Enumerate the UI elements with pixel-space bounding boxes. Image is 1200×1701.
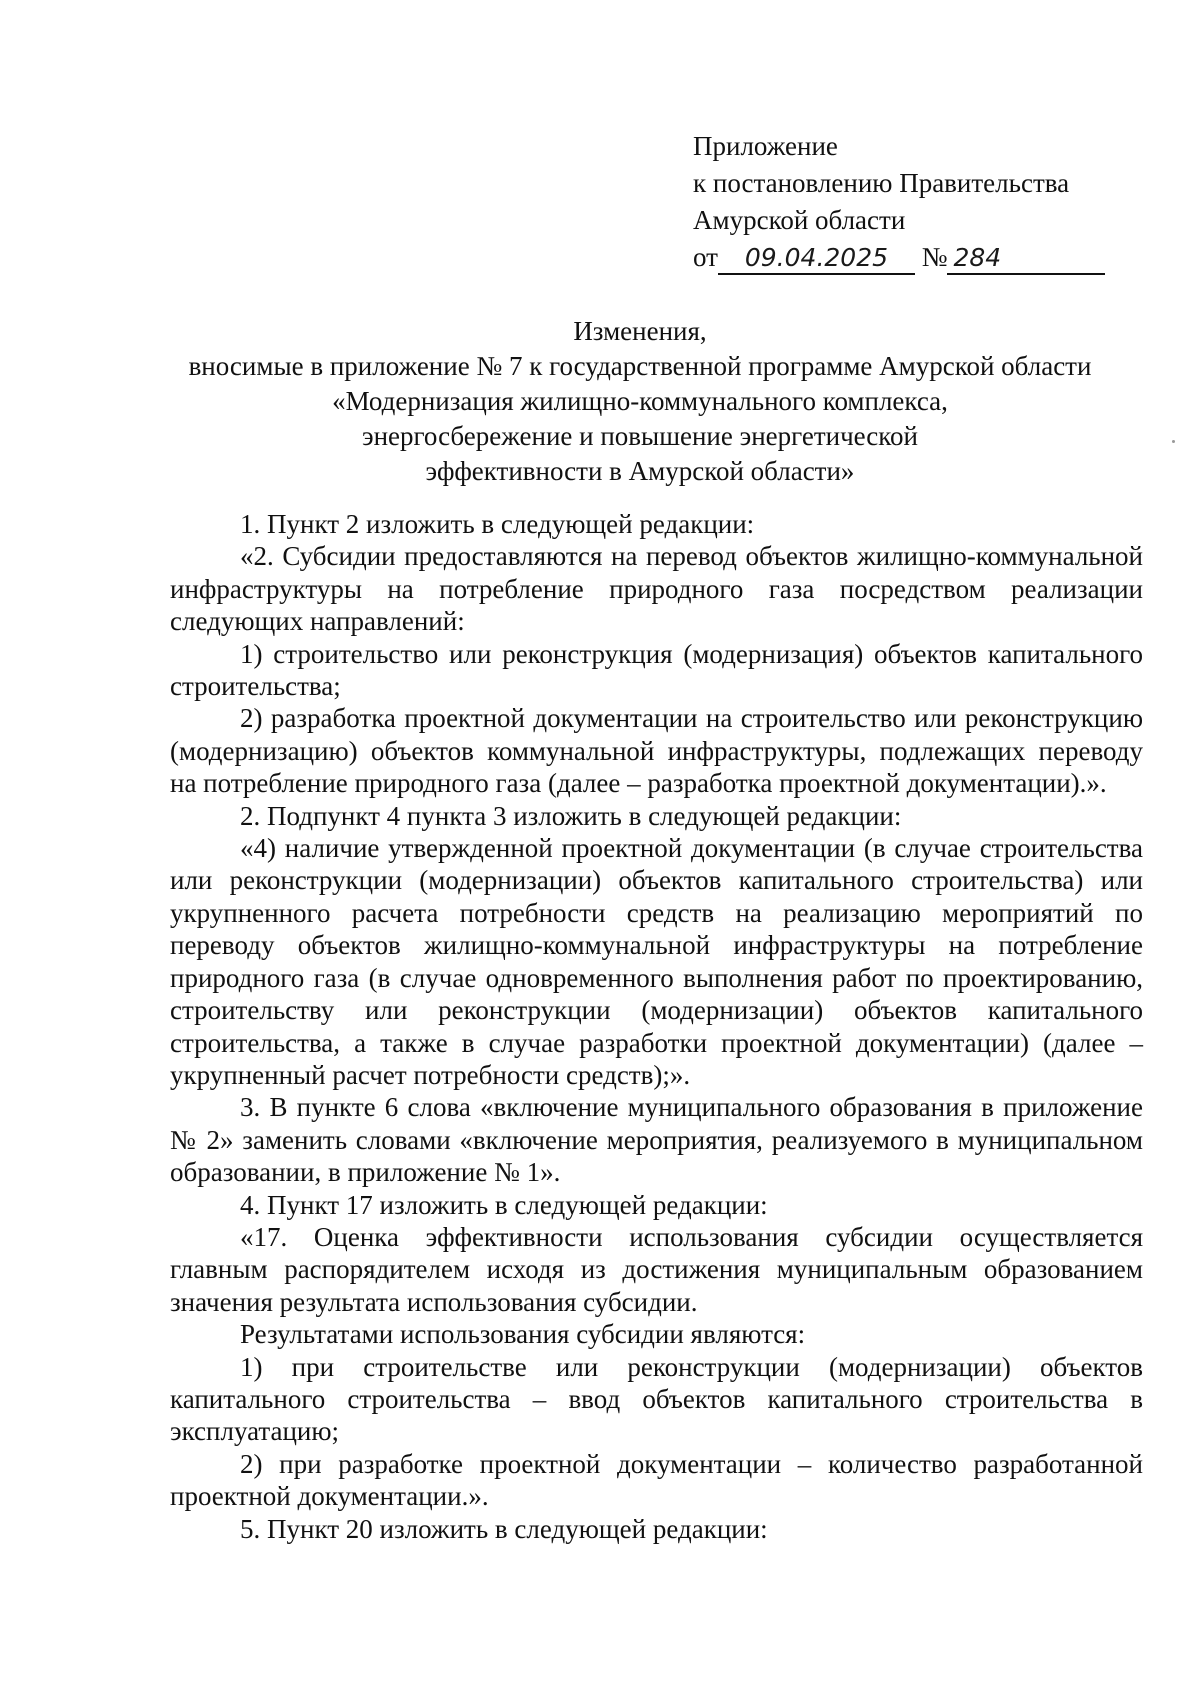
attachment-line-1: Приложение (693, 131, 838, 161)
paragraph: 4. Пункт 17 изложить в следующей редакции: (240, 1189, 768, 1220)
title-line-1: Изменения, (573, 316, 707, 346)
paragraph: «17. Оценка эффективности использования субсидии осуществляется главным распорядителем исходя из достижения муниципальным образованием значения результата использования субсидии. (170, 1221, 1143, 1317)
paragraph: «4) наличие утвержденной проектной документации (в случае строительства или реконструкции (модернизации) объектов капитального строительства) или укрупненного расчета потребности средств на реализацию мероприятий по переводу объектов жилищно-коммунальной инфраструктуры на потребление природного газа (в случае одновременного выполнения работ по проектированию, строительству или реконструкции (модернизации) объектов капитального строительства, а также в случае разработки проектной документации) (далее – укрупненный расчет потребности средств);». (170, 833, 1143, 1090)
attachment-date-row (693, 239, 1105, 276)
attachment-line-3: Амурской области (693, 205, 906, 235)
date-prefix: от (693, 242, 718, 272)
paragraph: Результатами использования субсидии являются: (240, 1319, 806, 1350)
handwritten-number: 284 (947, 243, 1105, 275)
attachment-line-2: к постановлению Правительства (693, 168, 1070, 198)
attachment-header (693, 128, 1105, 276)
title-line-2: вносимые в приложение № 7 к государственной программе Амурской области (188, 351, 1092, 381)
paragraph: 2. Подпункт 4 пункта 3 изложить в следующей редакции: (240, 800, 902, 831)
paragraph: 2) разработка проектной документации на строительство или реконструкцию (модернизацию) объектов коммунальной инфраструктуры, подлежащих переводу на потребление природного газа (далее – разработка проектной документации).». (170, 703, 1143, 799)
paragraph: 3. В пункте 6 слова «включение муниципального образования в приложение № 2» заменить словами «включение мероприятия, реализуемого в муниципальном образовании, в приложение № 1». (170, 1092, 1143, 1188)
paragraph: 5. Пункт 20 изложить в следующей редакции: (240, 1513, 768, 1544)
paragraph: 1. Пункт 2 изложить в следующей редакции: (240, 509, 755, 539)
paragraph: «2. Субсидии предоставляются на перевод объектов жилищно-коммунальной инфраструктуры на потребление природного газа посредством реализации следующих направлений: (170, 541, 1143, 637)
paragraph: 2) при разработке проектной документации – количество разработанной проектной документации.». (170, 1448, 1143, 1512)
handwritten-date: 09.04.2025 (718, 243, 915, 275)
paragraph: 1) строительство или реконструкция (модернизация) объектов капитального строительства; (170, 638, 1143, 702)
document-title (150, 314, 1130, 489)
paragraph: 1) при строительстве или реконструкции (модернизации) объектов капитального строительства – ввод объектов капитального строительства в эксплуатацию; (170, 1351, 1143, 1447)
title-line-3: «Модернизация жилищно-коммунального комплекса, (332, 386, 948, 416)
number-prefix: № (921, 242, 948, 272)
title-line-4: энергосбережение и повышение энергетической (361, 421, 918, 451)
title-line-5: эффективности в Амурской области» (425, 456, 855, 486)
scan-speck (1172, 440, 1175, 443)
document-body (170, 508, 1143, 1545)
